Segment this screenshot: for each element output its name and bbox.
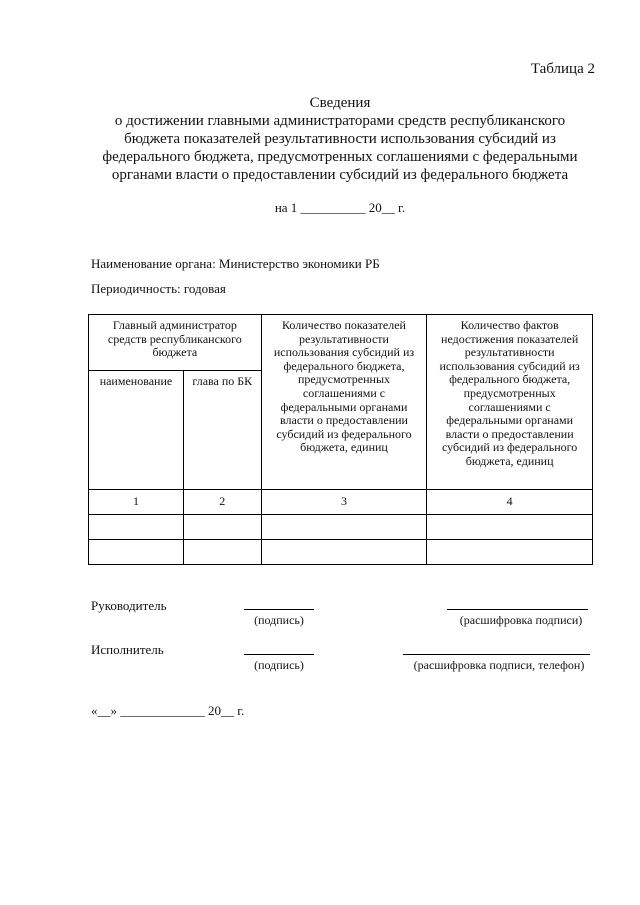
head-decode-caption: (расшифровка подписи) (459, 613, 583, 627)
table-cell (183, 540, 261, 565)
head-signature-line (244, 609, 314, 610)
table-row (89, 540, 593, 565)
executor-decode-caption: (расшифровка подписи, телефон) (413, 658, 585, 672)
table-cell (261, 540, 427, 565)
report-date-line: на 1 __________ 20__ г. (274, 200, 406, 215)
header-name: наименование (89, 371, 184, 490)
executor-signature-caption: (подпись) (254, 658, 304, 672)
organ-name-label: Наименование органа: Министерство экономики РБ (91, 256, 380, 271)
table-cell (427, 540, 593, 565)
table-cell (261, 515, 427, 540)
executor-signature-line (244, 654, 314, 655)
table-cell (89, 540, 184, 565)
column-number: 1 (89, 490, 184, 515)
heading-line: федерального бюджета, предусмотренных соглашениями с федеральными (102, 149, 578, 165)
heading-line: бюджета показателей результативности использования субсидий из (124, 131, 556, 147)
head-decode-line (447, 609, 588, 610)
column-number: 2 (183, 490, 261, 515)
header-indicator-count: Количество показателей результативности использования субсидий из федерального бюджета, предусмотренных соглашениями с федеральными органами власти о предоставлении субсидий из федерального бюджета, единиц (261, 315, 427, 490)
signing-date: «__» _____________ 20__ г. (91, 703, 245, 718)
column-number: 3 (261, 490, 427, 515)
head-signature-caption: (подпись) (254, 613, 304, 627)
table-number-label: Таблица 2 (530, 61, 595, 77)
periodicity-label: Периодичность: годовая (91, 281, 226, 296)
header-failure-count: Количество фактов недостижения показателей результативности использования субсидий из федерального бюджета, предусмотренных соглашениями с федеральными органами власти о предоставлении субсидий из федерального бюджета, единиц (427, 315, 593, 490)
table-cell (427, 515, 593, 540)
report-table (88, 314, 593, 565)
table-row (89, 515, 593, 540)
column-number: 4 (427, 490, 593, 515)
table-cell (89, 515, 184, 540)
header-chapter-bk: глава по БК (183, 371, 261, 490)
head-label: Руководитель (91, 598, 167, 613)
header-main-administrator: Главный администратор средств республиканского бюджета (89, 315, 262, 371)
document-heading (80, 94, 600, 184)
table-cell (183, 515, 261, 540)
heading-line: о достижении главными администраторами средств республиканского (114, 113, 566, 129)
executor-label: Исполнитель (91, 642, 164, 657)
heading-line: органами власти о предоставлении субсидий из федерального бюджета (111, 167, 569, 183)
executor-decode-line (403, 654, 590, 655)
heading-title: Сведения (309, 95, 371, 111)
